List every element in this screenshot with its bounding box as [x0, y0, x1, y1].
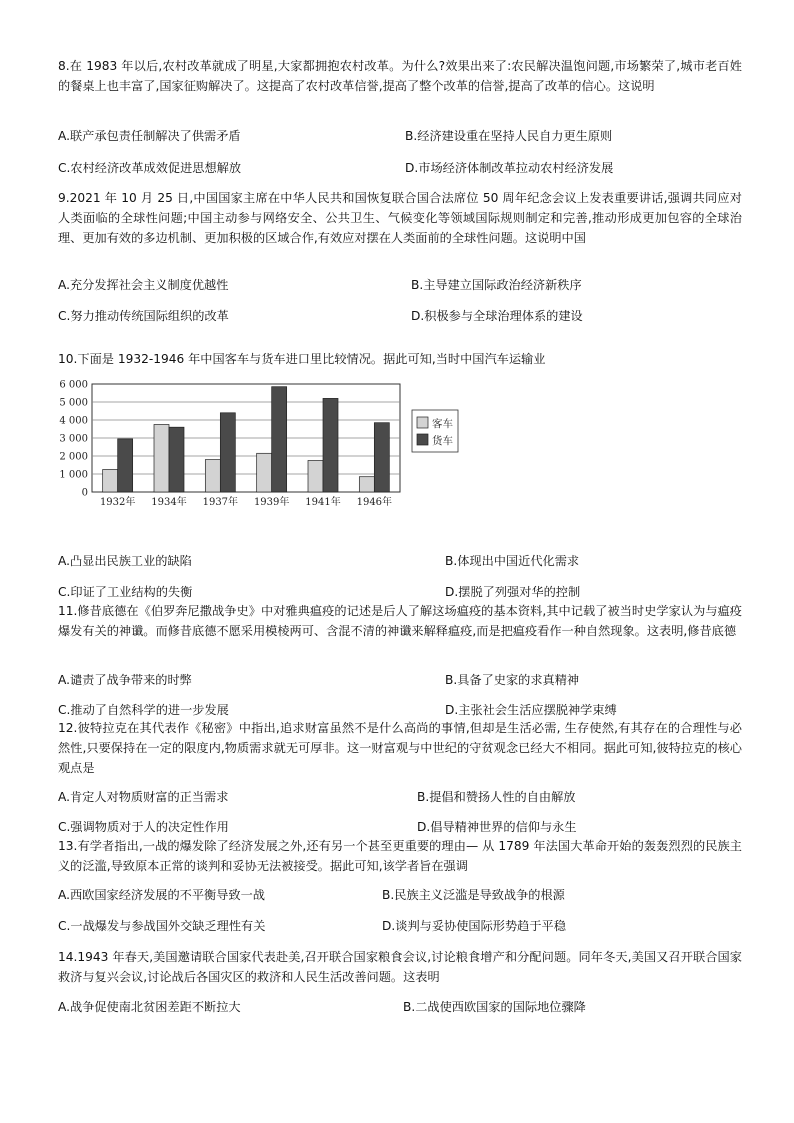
question-12-option-a[interactable]: A.肯定人对物质财富的正当需求 [58, 790, 229, 804]
question-13-option-d[interactable]: D.谈判与妥协使国际形势趋于平稳 [382, 919, 566, 933]
legend-swatch [417, 417, 428, 428]
bar-passenger [205, 460, 220, 492]
bar-passenger [359, 477, 374, 492]
question-10-stem: 10.下面是 1932-1946 年中国客车与货车进口里比较情况。据此可知,当时中国汽车运输业 [58, 352, 546, 366]
question-11-stem: 11.修昔底德在《伯罗奔尼撒战争史》中对雅典瘟疫的记述是后人了解这场瘟疫的基本资料,其中记载了被当时史学家认为与瘟疫爆发有关的神谶。而修昔底德不愿采用模棱两可、含混不清的神谶来解释瘟疫,而是把瘟疫看作一种自然现象。这表明,修昔底德 [58, 604, 742, 638]
question-10-option-c[interactable]: C.印证了工业结构的失衡 [58, 585, 193, 599]
question-10-option-a[interactable]: A.凸显出民族工业的缺陷 [58, 554, 192, 568]
x-tick-label: 1939年 [253, 497, 290, 508]
question-9-option-b[interactable]: B.主导建立国际政治经济新秩序 [411, 278, 582, 292]
question-11-option-d[interactable]: D.主张社会生活应摆脱神学束缚 [445, 703, 617, 717]
question-12-option-d[interactable]: D.倡导精神世界的信仰与永生 [417, 820, 577, 834]
bar-passenger [308, 461, 323, 493]
y-tick-label: 0 [81, 487, 88, 499]
question-12-option-b[interactable]: B.提倡和赞扬人性的自由解放 [417, 790, 576, 804]
y-tick-label: 1 000 [59, 469, 88, 481]
question-8-stem: 8.在 1983 年以后,农村改革就成了明星,大家都拥抱农村改革。为什么?效果出来了:农民解决温饱问题,市场繁荣了,城市老百姓的餐桌上也丰富了,国家征购解决了。这提高了农村改革信誉,提高了整个改革的信誉,提高了改革的信心。这说明 [58, 59, 742, 93]
bar-truck [220, 413, 235, 492]
legend-swatch [417, 434, 428, 445]
question-11-option-b[interactable]: B.具备了史家的求真精神 [445, 673, 580, 687]
question-14-option-a[interactable]: A.战争促使南北贫困差距不断拉大 [58, 1000, 241, 1014]
x-tick-label: 1946年 [356, 497, 393, 508]
x-tick-label: 1941年 [305, 497, 341, 508]
bar-chart-svg [56, 374, 476, 510]
legend-label: 货车 [432, 435, 453, 447]
question-12-option-c[interactable]: C.强调物质对于人的决定性作用 [58, 820, 229, 834]
x-tick-label: 1932年 [99, 497, 136, 508]
question-10-option-b[interactable]: B.体现出中国近代化需求 [445, 554, 580, 568]
y-tick-label: 3 000 [59, 433, 88, 445]
question-14-option-b[interactable]: B.二战使西欧国家的国际地位骤降 [403, 1000, 586, 1014]
x-tick-label: 1937年 [202, 497, 239, 508]
question-9-option-a[interactable]: A.充分发挥社会主义制度优越性 [58, 278, 229, 292]
question-13-option-b[interactable]: B.民族主义泛滥是导致战争的根源 [382, 888, 565, 902]
question-8-option-c[interactable]: C.农村经济改革成效促进思想解放 [58, 161, 242, 175]
y-tick-label: 6 000 [59, 379, 88, 391]
question-10-option-d[interactable]: D.摆脱了列强对华的控制 [445, 585, 581, 599]
legend-label: 客车 [432, 418, 453, 430]
bar-passenger [103, 470, 118, 493]
question-8-option-d[interactable]: D.市场经济体制改革拉动农村经济发展 [405, 161, 614, 175]
question-9-stem: 9.2021 年 10 月 25 日,中国国家主席在中华人民共和国恢复联合国合法席位 50 周年纪念会议上发表重要讲话,强调共同应对人类面临的全球性问题;中国主动参与网络安全、公共卫生、气候变化等领域国际规则制定和完善,推动形成更加包容的全球治理、更加有效的多边机制、更加积极的区域合作,有效应对摆在人类面前的全球性问题。这说明中国 [58, 191, 742, 245]
question-11-option-c[interactable]: C.推动了自然科学的进一步发展 [58, 703, 229, 717]
vehicle-import-chart [56, 374, 476, 510]
question-11-option-a[interactable]: A.谴责了战争带来的时弊 [58, 673, 192, 687]
bar-truck [169, 427, 184, 492]
question-8-option-a[interactable]: A.联产承包责任制解决了供需矛盾 [58, 129, 241, 143]
question-9-option-d[interactable]: D.积极参与全球治理体系的建设 [411, 309, 583, 323]
y-tick-label: 4 000 [59, 415, 88, 427]
question-12-stem: 12.彼特拉克在其代表作《秘密》中指出,追求财富虽然不是什么高尚的事情,但却是生活必需, 生存使然,有其存在的合理性与必然性,只要保持在一定的限度内,物质需求就无可厚非。这一财富观与中世纪的守贫观念已经大不相同。据此可知,彼特拉克的核心观点是 [58, 721, 742, 775]
bar-truck [374, 423, 389, 492]
question-13-option-a[interactable]: A.西欧国家经济发展的不平衡导致一战 [58, 888, 265, 902]
x-tick-label: 1934年 [151, 497, 187, 508]
bar-passenger [154, 425, 169, 493]
bar-truck [272, 387, 287, 492]
y-tick-label: 2 000 [59, 451, 88, 463]
question-8-option-b[interactable]: B.经济建设重在坚持人民自力更生原则 [405, 129, 613, 143]
question-13-stem: 13.有学者指出,一战的爆发除了经济发展之外,还有另一个甚至更重要的理由— 从 1789 年法国大革命开始的轰轰烈烈的民族主义的泛滥,导致原本正常的谈判和妥协无法被接受。据此可知,该学者旨在强调 [58, 839, 742, 873]
question-13-option-c[interactable]: C.一战爆发与参战国外交缺乏理性有关 [58, 919, 266, 933]
question-9-option-c[interactable]: C.努力推动传统国际组织的改革 [58, 309, 229, 323]
question-14-stem: 14.1943 年春天,美国邀请联合国家代表赴美,召开联合国家粮食会议,讨论粮食增产和分配问题。同年冬天,美国又召开联合国家救济与复兴会议,讨论战后各国灾区的救济和人民生活改善问题。这表明 [58, 950, 742, 984]
y-tick-label: 5 000 [59, 397, 88, 409]
bar-truck [118, 439, 133, 492]
bar-truck [323, 398, 338, 492]
bar-passenger [257, 453, 272, 492]
